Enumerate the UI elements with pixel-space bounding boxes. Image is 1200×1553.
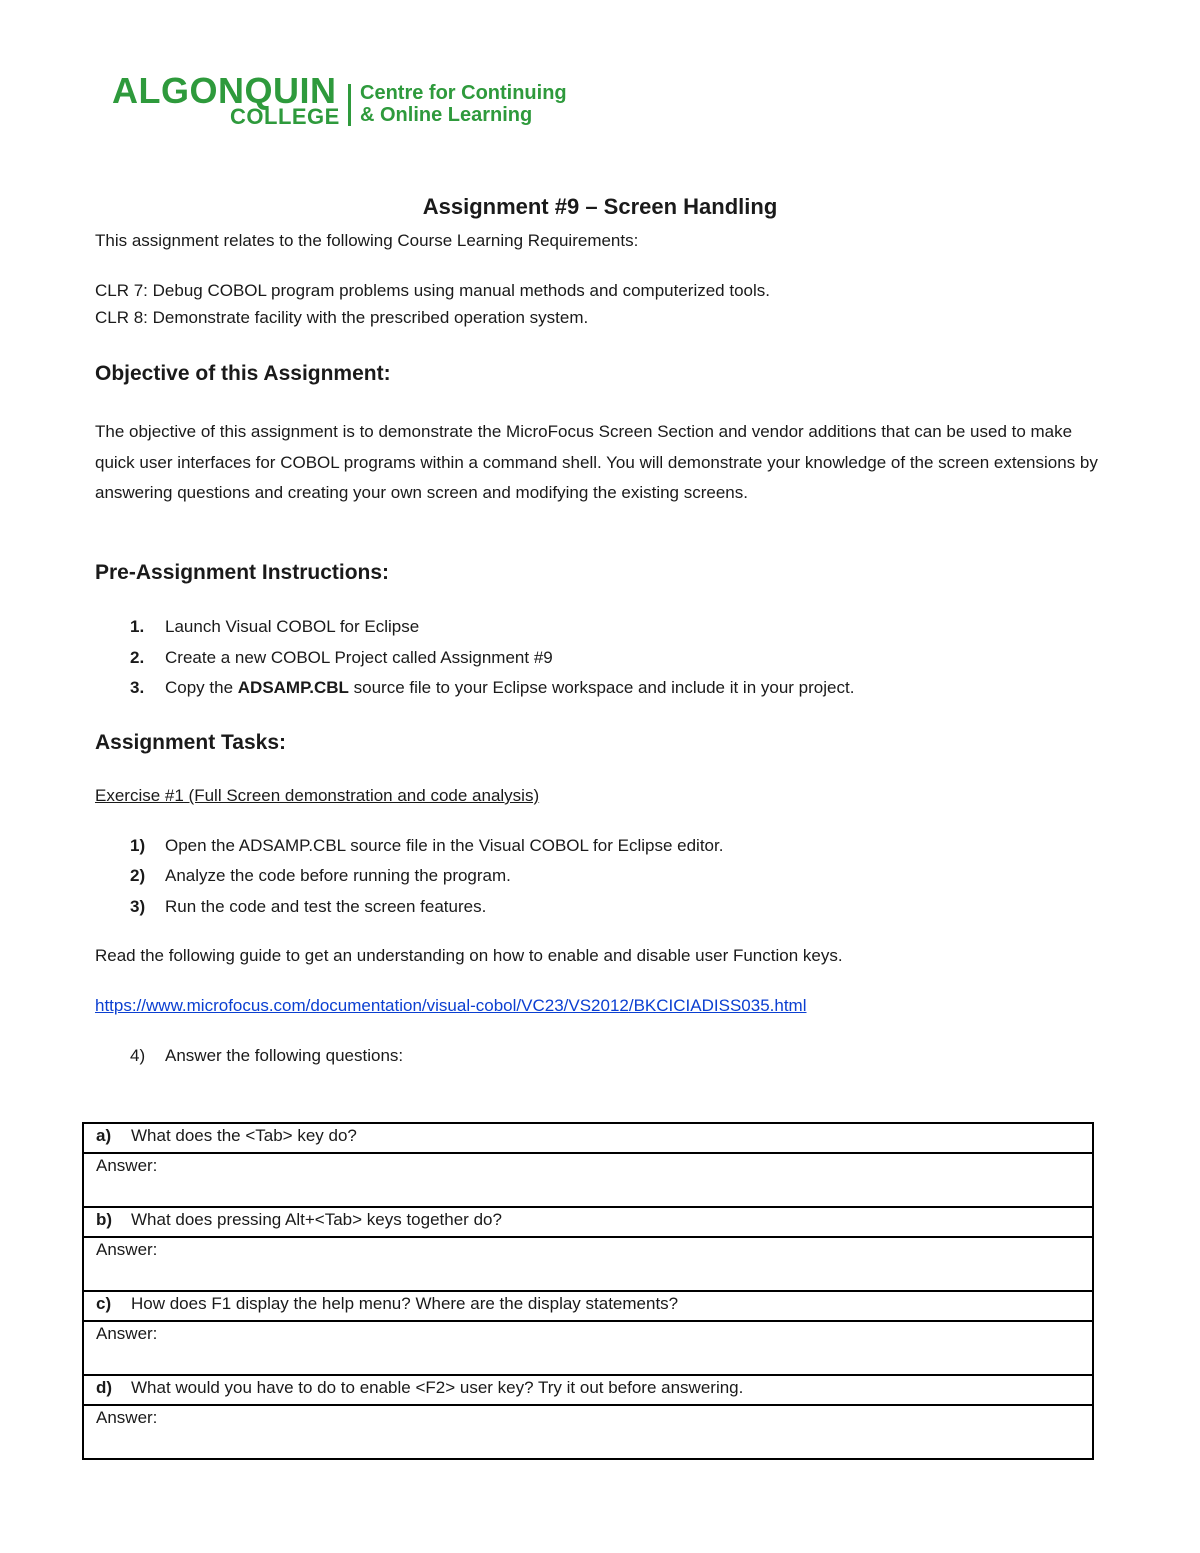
step-text: Analyze the code before running the program. [165,866,511,885]
objective-text: The objective of this assignment is to demonstrate the MicroFocus Screen Section and vendor additions that can be used to make quick user interfaces for COBOL programs within a command shell. You will demonstrate your knowledge of the screen extensions by answering questions and creating your own screen and modifying the existing screens. [95,422,1098,502]
pre-item-2 [130,648,553,668]
answer-label: Answer: [96,1240,158,1259]
list-text-after: source file to your Eclipse workspace and include it in your project. [348,678,855,697]
logo-centre-line2: & Online Learning [360,104,533,126]
answer-label: Answer: [96,1156,158,1175]
clr-8: CLR 8: Demonstrate facility with the prescribed operation system. [95,308,589,327]
pre-item-3 [130,678,854,698]
question-text: What would you have to do to enable <F2> user key? Try it out before answering. [131,1378,744,1397]
task-step-3 [130,897,486,917]
list-number: 1. [130,617,145,636]
college-logo [112,70,582,130]
answer-row-d[interactable] [83,1405,1093,1459]
pre-assignment-heading: Pre-Assignment Instructions: [95,561,390,584]
task-step-1 [130,836,723,856]
question-letter: d) [96,1378,113,1397]
task-step-4 [130,1046,403,1066]
step-number: 1) [130,836,146,855]
logo-word-college: COLLEGE [230,104,340,129]
answer-row-c[interactable] [83,1321,1093,1375]
logo-word-algonquin: ALGONQUIN [112,70,337,111]
guide-link[interactable]: https://www.microfocus.com/documentation/visual-cobol/VC23/VS2012/BKCICIADISS035.html [95,996,807,1015]
answer-label: Answer: [96,1408,158,1427]
exercise-title: Exercise #1 (Full Screen demonstration and code analysis) [95,786,540,805]
answer-row-b[interactable] [83,1237,1093,1291]
clr-7: CLR 7: Debug COBOL program problems using manual methods and computerized tools. [95,281,770,300]
page-title: Assignment #9 – Screen Handling [422,194,778,219]
logo-divider [348,84,351,126]
list-text-before: Copy the [165,678,238,697]
pre-item-1 [130,617,419,637]
step-text: Open the ADSAMP.CBL source file in the Visual COBOL for Eclipse editor. [165,836,724,855]
answer-label: Answer: [96,1324,158,1343]
step-text: Run the code and test the screen features. [165,897,487,916]
question-row-c [83,1291,1093,1321]
question-text: How does F1 display the help menu? Where are the display statements? [131,1294,679,1313]
question-row-d [83,1375,1093,1405]
task-step-2 [130,866,511,886]
list-text: Launch Visual COBOL for Eclipse [165,617,420,636]
step-text: Answer the following questions: [165,1046,404,1065]
question-text: What does pressing Alt+<Tab> keys together do? [131,1210,502,1229]
tasks-heading: Assignment Tasks: [95,731,286,754]
objective-heading: Objective of this Assignment: [95,362,391,385]
questions-table [82,1122,1094,1460]
question-row-b [83,1207,1093,1237]
answer-row-a[interactable] [83,1153,1093,1207]
filename-bold: ADSAMP.CBL [237,678,349,697]
logo-centre-line1: Centre for Continuing [360,82,567,104]
question-text: What does the <Tab> key do? [131,1126,357,1145]
question-letter: a) [96,1126,112,1145]
list-number: 3. [130,678,145,697]
intro-text: This assignment relates to the following Course Learning Requirements: [95,231,639,250]
step-number: 2) [130,866,146,885]
step-number: 3) [130,897,146,916]
guide-text: Read the following guide to get an understanding on how to enable and disable user Function keys. [95,946,843,965]
question-letter: c) [96,1294,112,1313]
step-number: 4) [130,1046,146,1065]
question-row-a [83,1123,1093,1153]
list-text: Create a new COBOL Project called Assignment #9 [165,648,553,667]
list-number: 2. [130,648,145,667]
question-letter: b) [96,1210,113,1229]
